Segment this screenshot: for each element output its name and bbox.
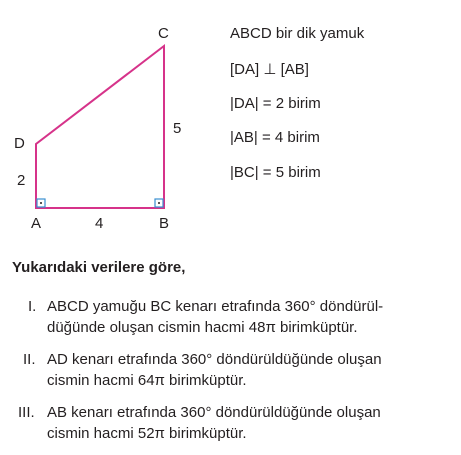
vertex-a-label: A bbox=[31, 215, 42, 232]
statement-list bbox=[0, 296, 461, 455]
given-perpendicular: [DA] ⊥ [AB] bbox=[230, 61, 309, 78]
side-ab-label: 4 bbox=[95, 215, 104, 232]
trapezoid-shape bbox=[36, 46, 164, 208]
given-bc-length: |BC| = 5 birim bbox=[230, 164, 321, 181]
given-ab-length: |AB| = 4 birim bbox=[230, 129, 320, 146]
statement-text bbox=[47, 296, 447, 338]
statement-line: ABCD yamuğu BC kenarı etrafında 360° döndürül- bbox=[47, 298, 384, 315]
statement-text bbox=[47, 402, 447, 444]
statement-line: düğünde oluşan cismin hacmi 48π birimküptür. bbox=[47, 319, 358, 336]
vertex-d-label: D bbox=[14, 135, 25, 152]
vertex-b-label: B bbox=[159, 215, 170, 232]
statement-line: AB kenarı etrafında 360° döndürüldüğünde oluşan bbox=[47, 404, 381, 421]
side-bc-label: 5 bbox=[173, 120, 182, 137]
statement-item bbox=[0, 349, 461, 402]
given-trapezoid-type: ABCD bir dik yamuk bbox=[230, 25, 365, 42]
statement-number: II. bbox=[23, 351, 36, 368]
statement-line: AD kenarı etrafında 360° döndürüldüğünde oluşan bbox=[47, 351, 382, 368]
statement-line: cismin hacmi 52π birimküptür. bbox=[47, 425, 247, 442]
statement-number: III. bbox=[18, 404, 35, 421]
side-da-label: 2 bbox=[17, 172, 26, 189]
statement-text bbox=[47, 349, 447, 391]
statement-line: cismin hacmi 64π birimküptür. bbox=[47, 372, 247, 389]
statement-number: I. bbox=[28, 298, 37, 315]
right-angle-dot-b bbox=[158, 202, 160, 204]
question-prompt: Yukarıdaki verilere göre, bbox=[12, 259, 186, 276]
given-da-length: |DA| = 2 birim bbox=[230, 95, 321, 112]
statement-item bbox=[0, 402, 461, 455]
statement-item bbox=[0, 296, 461, 349]
vertex-c-label: C bbox=[158, 25, 169, 42]
right-angle-dot-a bbox=[40, 202, 42, 204]
